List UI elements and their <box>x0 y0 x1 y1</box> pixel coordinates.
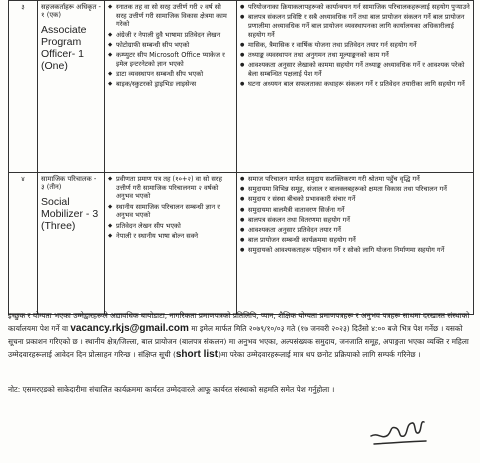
duty-item: ● समाज परिचालन मार्फत समुदाय सशक्तिकरण गरी श्रोतमा पहुँच वृद्धि गर्ने <box>240 175 470 184</box>
post-title-nepali: सहजकर्ताहरू अधिकृत - १ (एक) <box>41 3 101 20</box>
post-title-cell <box>38 173 105 315</box>
duty-item: ● आवश्यकता अनुसार लेखाको काममा सहयोग गर्ने तथ्याङ्क अध्यावधिक गर्ने र आवश्यक परेको बेला सम्बन्धित पक्षलाई पेश गर्ने <box>240 61 470 78</box>
qualification-item: ◆ डाटा व्यवस्थापन सम्बन्धी सीप भएको <box>108 70 233 79</box>
email-address[interactable]: vacancy.rkjs@gmail.com <box>70 323 189 334</box>
vacancy-table <box>8 0 474 315</box>
serial-number: ३ <box>9 1 38 173</box>
duty-item: ● आवश्यकता अनुसार प्रतिवेदन तयार गर्ने <box>240 226 470 235</box>
qualifications-cell <box>105 173 237 315</box>
qualification-item: ◆ फोटोग्राफी सम्बन्धी सीप भएको <box>108 41 233 50</box>
serial-number: ४ <box>9 173 38 315</box>
signature-image <box>368 414 430 450</box>
table-row <box>9 1 474 173</box>
application-instructions <box>8 309 470 361</box>
qualification-item: ◆ स्थानीय सामाजिक परिचालन सम्बन्धी ज्ञान र अनुभव भएको <box>108 203 233 220</box>
duty-item: ● घटना अध्ययन बाल सफलताका कथाहरू संकलन गर्ने र प्रतिवेदन तयारीका लागि सहयोग गर्ने <box>240 80 470 89</box>
qualification-item: ◆ प्रवीणता प्रमाण पत्र तह (१०+२) वा सो सरह उत्तीर्ण गरी सामाजिक परिचालनमा २ वर्षको अनुभव भएको <box>108 175 233 201</box>
duty-item: ● समुदायमा विभिन्न समूह, संजाल र बालक्लबहरूको क्षमता विकास तथा परिचालन गर्ने <box>240 185 470 194</box>
qualifications-cell <box>105 1 237 173</box>
duty-item: ● तथ्याङ्क व्यवस्थापन तथा अनुगमन तथा मूल्याङ्कनको काम गर्ने <box>240 51 470 60</box>
table-row <box>9 173 474 315</box>
duties-cell <box>237 1 474 173</box>
short-list-term: short list <box>175 349 219 360</box>
post-title-english: Associate Program Officer- 1 (One) <box>41 23 87 72</box>
duties-cell <box>237 173 474 315</box>
duty-item: ● बाल प्रायोजन सम्बन्धी कार्यक्रममा सहयोग गर्ने <box>240 236 470 245</box>
qualification-item: ◆ प्रतिवेदन लेखन सीप भएको <box>108 222 233 231</box>
duty-item: ● मासिक, त्रैमासिक र वार्षिक योजना तथा प्रतिवेदन तयार गर्न सहयोग गर्ने <box>240 41 470 50</box>
duty-item: ● बालपत्र संकलन तथा वितरणमा सहयोग गर्ने <box>240 216 470 225</box>
qualification-item: ◆ बाइक/स्कुटरको ड्राइभिङ लाइसेन्स <box>108 80 233 89</box>
duty-item: ● समुदाय र संस्था बीचको प्रभावकारी संचार गर्ने <box>240 195 470 204</box>
duty-item: ● समुदायको आवश्यकताहरू पहिचान गर्ने र सोको लागि योजना निर्माणमा सहयोग गर्ने <box>240 246 470 255</box>
instructions-text-end: )मा परेका उम्मेदवारहरूलाई मात्र थप छनोट प्रक्रियाको लागि सम्पर्क गरिनेछ । <box>218 350 421 359</box>
post-title-nepali: सामाजिक परिचालक - ३ (तीन) <box>41 175 97 192</box>
duty-item: ● परियोजनाका क्रियाकलापहरूको कार्यान्वयन गर्न सामाजिक परिचालकहरूलाई सहयोग पुऱ्याउने <box>240 3 470 12</box>
post-title-english: Social Mobilizer - 3 (Three) <box>41 195 99 232</box>
qualification-item: ◆ कम्प्युटर सीप Microsoft Office प्याकेज र इमेल इन्टरनेटको ज्ञान भएको <box>108 51 233 68</box>
qualification-item: ◆ अंग्रेजी र नेपाली दुवै भाषामा प्रतिवेदन लेखन <box>108 31 233 40</box>
duty-item: ● समुदायमा बालमैत्री वातावरण सिर्जना गर्ने <box>240 206 470 215</box>
duty-item: ● बालपत्र संकलन प्रविष्टि र सबै अध्यावधिक गर्ने तथा बाल प्रायोजन संकलन गर्ने बाल प्रायोजन प्रणालीमा अध्यावधिक गर्ने बाल प्रायोजन व्यवस्थापनका लागि कार्यालयका अधिकारीलाई सहयोग गर्ने <box>240 13 470 39</box>
post-title-cell <box>38 1 105 173</box>
qualification-item: ◆ नेपाली र स्थानीय भाषा बोल्न सक्ने <box>108 232 233 241</box>
instructions-text: इच्छुक र योग्यता भएका उम्मेद्वारहरूले अद्यावधिक बायोडाटा, नागरिकता प्रमाणपत्रको प्रतिलिपि, प्यान, शैक्षिक योग्यता प्रमाणपत्रहरू र अनुभव पत्रहरू साथमा दरखास्त संस्थाको कार्यालयमा पेश गर्ने वा <box>8 311 470 333</box>
qualification-item: ◆ स्नातक तह वा सो सरह उत्तीर्ण गरी २ वर्ष सो सरह उत्तीर्ण गरी सामाजिक विकास क्षेत्रमा काम गरेको <box>108 3 233 29</box>
note-paragraph: नोट: एसमरएडको साकेदारीमा संचालित कार्यक्रममा कार्यरत उम्मेदवारले आफू कार्यरत संस्थाको सहमति समेत पेश गर्नुहोला । <box>8 385 335 394</box>
instructions-text-continued: मा इमेल मार्फत मिति २०७९/१०/०३ गते (१७ जनवरी २०२३) दिउँसो ४:०० बजे भित्र पेश गर्नेछ । यसको सूचना प्रकाशन गरिएको छ । स्थानीय क्षेत्र/जिल्ला, बाल प्रायोजन (बालपत्र संकलन) मा अनुभव भएका, अल्पसंख्यक समुदाय, जनजाति समूह, अपाङ्गता भएका व्यक्ति र महिला उम्मेदवारहरूलाई आवेदन दिन प्रोत्साहन गरिन्छ । संक्षिप्त सूची ( <box>8 324 469 359</box>
